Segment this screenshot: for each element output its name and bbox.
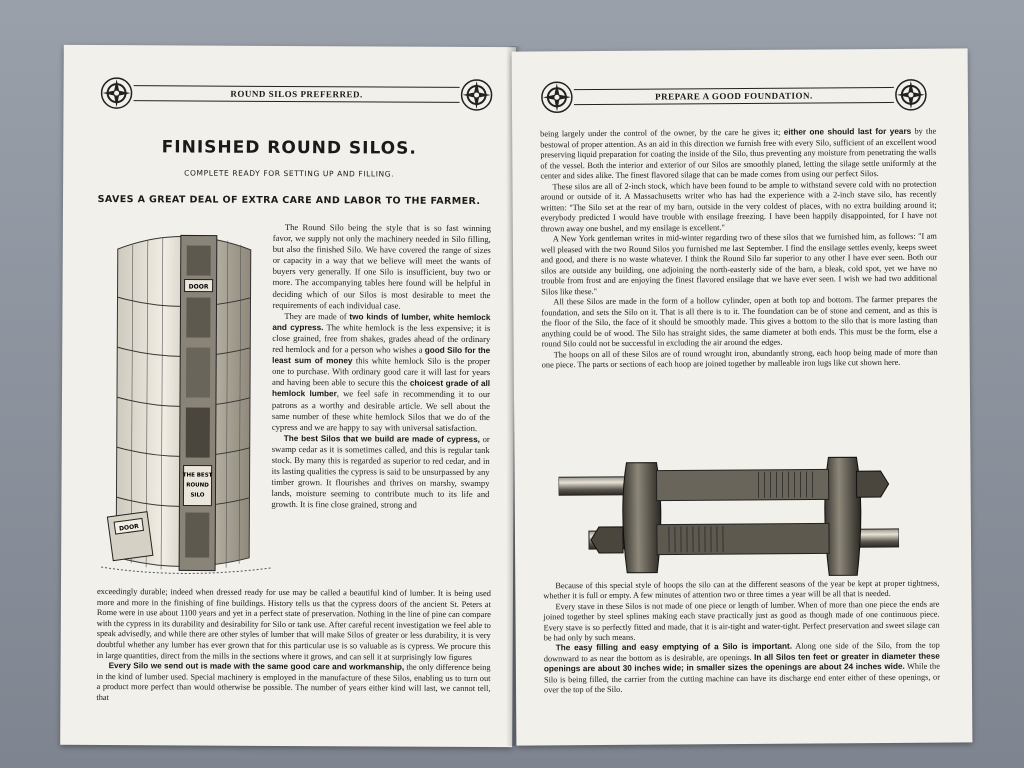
subtitle: COMPLETE READY FOR SETTING UP AND FILLING.: [184, 168, 395, 179]
ornament-icon: [459, 78, 493, 112]
ornament-icon: [540, 80, 574, 114]
bold-text: The best Silos that we build are made of cypress,: [283, 433, 480, 444]
paragraph-testimonial: A New York gentleman writes in mid-winter regarding two of these silos that we furnished him, as follows: "I am well pleased with the two Round Silos you furnished me last September. I find the ensilage settles evenly, keeps sweet and good, and there is no waste whatever. I think the Round Silo far superior to any other I have ever seen. Both our silos are outside any building, one adjoining the north-easterly side of the barn, a bleak, cold spot, yet we have no trouble from frost and are enjoying the finest flavored ensilage that we have ever seen. I wish we had two additional Silos like these.": [540, 231, 938, 296]
bold-text: two kinds of lumber, white hemlock and cypress.: [272, 312, 491, 333]
paragraph-care: [540, 127, 936, 182]
paragraph-cypress: [271, 433, 489, 512]
bold-text: Every Silo we send out is made with the same good care and workmanship,: [108, 661, 405, 672]
text-run: by the bestowal of proper attention. As an aid in this direction we furnish free with every Silo, sufficient of an excellent wood preserving liquid preparation for coating the inside of the Silo, thus preventing any moisture from penetrating the walls of the vessel. Both the interior and exterior of our Silos are smoothly planed, letting the silage settle uniformly at the center and sides alike. The finest flavored silage that can be made comes from using our perfect Silos.: [540, 126, 937, 181]
text-run: Along one side of the Silo, from the top downward to as near the bottom as is desirable, are openings.: [543, 641, 940, 664]
bold-text: In all Silos ten feet or greater in diameter these openings are about 30 inches wide; in smaller sizes the openings are about 24 inches wide.: [543, 651, 940, 674]
bold-text: either one should last for years: [783, 126, 912, 137]
loose-door-label: DOOR: [118, 522, 140, 533]
paragraph-cylinder: All these Silos are made in the form of a hollow cylinder, open at both top and bottom. The farmer prepares the foundation, and sets the Silo on it. That is all there is to it. The foundation can be of stone and cement, and as this is the floor of the Silo, the face of it should be smoothly made. This gives a bottom to the silo that is more lasting than anything could be of wood. The Silo has straight sides, the same diameter at both ends. This must be the form, else a round Silo could not be successful in excluding the air around the edges.: [541, 294, 938, 349]
paragraph-intro: The Round Silo being the style that is so fast winning favor, we supply not only the machinery needed in Silo filling, but also the finished Silo. We have covered the range of sizes or capacity in a way that we believe will meet the wants of buyers very generally. If one Silo is insufficient, buy two or more. The accompanying tables here found will be helpful in deciding which of our Silos is most desirable to meet the requirements of each individual case.: [272, 221, 491, 311]
text-run: the only difference being in the kind of lumber used. Special machinery is employed in the manufacture of these Silos, enabling us to turn out a product more perfect than would otherwise be possible. The number of years either kind will last, we cannot tell, that: [96, 662, 491, 703]
text-run: being largely under the control of the owner, by the care he gives it;: [540, 127, 784, 139]
paragraph-lumber: [272, 311, 491, 434]
text-run: or swamp cedar as it is sometimes called, and this is regular tank stock. By many this is regarded as superior to red cedar, and in its lasting qualities the cypress is said to be unsurpassed by any timber grown. It flourishes and thrives on marshy, swampy lands, moisture seeming to contribute much to its life and growth. It is fine close grained, strong and: [271, 433, 490, 511]
paragraph-filling: [544, 641, 940, 696]
bold-text: choicest grade of all hemlock lumber: [271, 378, 491, 399]
bold-text: The easy filling and easy emptying of a Silo is important.: [555, 642, 793, 653]
bold-text: good Silo for the least sum of money: [272, 345, 491, 366]
lower-text: [543, 579, 940, 696]
paragraph-hoops: The hoops on all of these Silos are of round wrought iron, abundantly strong, each hoop being made of more than one piece. The parts or sections of each hoop are joined together by malleable iron lugs like cut shown here.: [541, 347, 938, 370]
silo-sign-line3: SILO: [190, 492, 205, 499]
ornament-icon: [894, 78, 928, 112]
full-width-text: [96, 587, 491, 706]
paragraph-durability: exceedingly durable; indeed when dressed ready for use may be called a beautiful kind of lumber. It is being used more and more in the finishing of fine buildings. History tells us that the cypress doors of the ancient St. Peters at Rome were in use about 1100 years and yet in a perfect state of preservation. Nothing in the line of pine can compare with the cypress in its durability and desirability for Silo or tank use. After careful recent investigation we feel able to speak advisedly, and while there are other styles of lumber that will make Silos of greater or less durability, it is very doubtful whether any lumber has ever grown that for this particular use is so valuable as is cypress. We procure this in large quantities, direct from the mills in the sections where it grows, and can sell it at surprisingly low figures: [96, 587, 491, 662]
ornament-icon: [99, 76, 133, 110]
paragraph-workmanship: [96, 661, 490, 705]
silo-sign-line2: ROUND: [186, 482, 209, 489]
paragraph-staves: Every stave in these Silos is not made of one piece or length of lumber. When of more than one piece the ends are joined together by steel splines making each stave practically just as good as though made of one continuous piece. Every stave is so perfectly fitted and made, that it is air-tight and water-tight. Perfect preservation and sweet silage can be had only by such means.: [543, 599, 940, 643]
silo-sign-line1: THE BEST: [182, 472, 213, 479]
page-title: FINISHED ROUND SILOS.: [161, 137, 417, 159]
right-running-header: [540, 77, 928, 116]
text-run: The white hemlock is the less expensive; it is close grained, free from shakes, grades ahead of the ordinary red hemlock and for a person who wishes a: [272, 322, 491, 355]
door-label: DOOR: [188, 283, 209, 291]
left-header-text: ROUND SILOS PREFERRED.: [230, 88, 363, 100]
paragraph-stock: These silos are all of 2-inch stock, which have been found to be ample to withstand severe cold with no protection around or outside of it. A Massachusetts writer who has had the experience with a 2-inch stave silo, has recently written: "The Silo set at the rear of my barn, outside in the very coldest of places, with no extra building around it; everybody predicted I would have trouble with ensilage freezing. I have been happily disappointed, for I have not thrown away one bushel, and my ensilage is excellent.": [540, 179, 937, 233]
right-header-text: PREPARE A GOOD FOUNDATION.: [655, 90, 813, 102]
left-running-header: [99, 75, 493, 113]
text-run: They are made of: [284, 310, 350, 322]
left-page: [60, 45, 516, 747]
paragraph-tightness: Because of this special style of hoops the silo can at the different seasons of the year be kept at proper tightness, whether it is full or empty. A few minutes of attention two or three times a year will be all that is needed.: [543, 578, 940, 601]
text-run: While the Silo is being filled, the carrier from the cutting machine can have its discharge end enter either of these openings, or over the top of the Silo.: [543, 661, 940, 695]
column-text: [271, 222, 491, 512]
tagline: SAVES A GREAT DEAL OF EXTRA CARE AND LABOR TO THE FARMER.: [97, 194, 481, 208]
text-run: , we feel safe in recommending it to our patrons as a worthy and desirable article. We sell about the same number of these white hemlock Silos that we do of the cypress and we are happy to say with universal satisfaction.: [271, 388, 491, 433]
text-run: this white hemlock Silo is the proper one to purchase. With ordinary good care it will last for years and having been able to secure this the: [272, 355, 491, 388]
upper-text: [540, 127, 938, 371]
iron-lug-illustration: [558, 447, 899, 587]
right-page: [512, 48, 973, 745]
silo-illustration: [101, 227, 273, 578]
